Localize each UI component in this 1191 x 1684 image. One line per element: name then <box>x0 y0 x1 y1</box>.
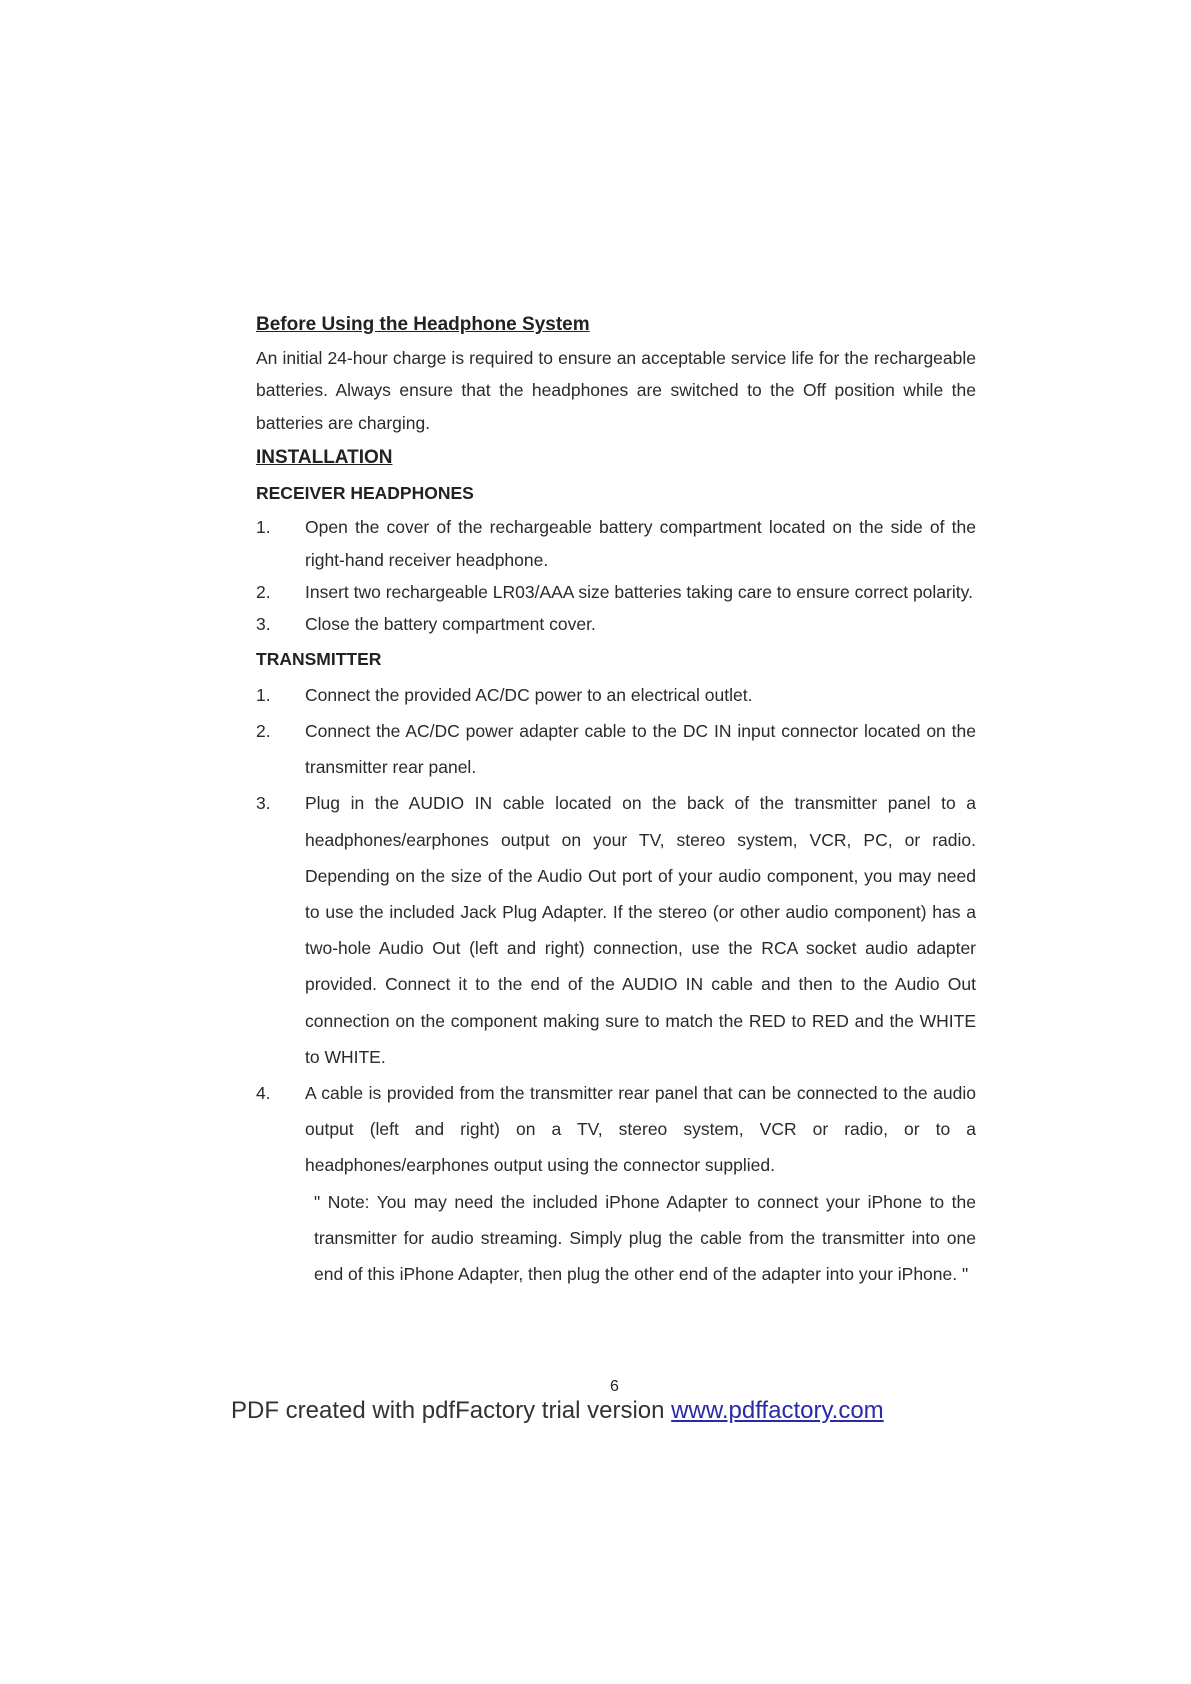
list-item <box>256 785 976 1075</box>
iphone-note: " Note: You may need the included iPhone Adapter to connect your iPhone to the transmitter for audio streaming. Simply plug the cable from the transmitter into one end of this iPhone Adapter, then plug the other end of the adapter into your iPhone. " <box>314 1191 976 1285</box>
footer-link[interactable]: www.pdffactory.com <box>671 1397 884 1424</box>
list-item-number: 1. <box>256 684 271 705</box>
list-item <box>256 511 976 576</box>
list-item-text: Connect the AC/DC power adapter cable to the DC IN input connector located on the transmitter rear panel. <box>305 721 976 778</box>
list-item-number: 1. <box>256 517 271 538</box>
list-item-text: Open the cover of the rechargeable battery compartment located on the side of the right-hand receiver headphone. <box>305 517 976 570</box>
list-item <box>256 677 976 713</box>
section-title-before-using: Before Using the Headphone System <box>256 314 590 335</box>
list-item-text: Close the battery compartment cover. <box>305 614 596 635</box>
list-item <box>256 1075 976 1184</box>
receiver-steps-list <box>256 511 976 641</box>
intro-paragraph: An initial 24-hour charge is required to ensure an acceptable service life for the rechargeable batteries. Always ensure that the headphones are switched to the Off position while the batteries are charging. <box>256 348 976 433</box>
list-item-text: Plug in the AUDIO IN cable located on the back of the transmitter panel to a headphones/earphones output on your TV, stereo system, VCR, PC, or radio. Depending on the size of the Audio Out port of your audio component, you may need to use the included Jack Plug Adapter. If the stereo (or other audio component) has a two-hole Audio Out (left and right) connection, use the RCA socket audio adapter provided. Connect it to the end of the AUDIO IN cable and then to the Audio Out connection on the component making sure to match the RED to RED and the WHITE to WHITE. <box>305 793 976 1067</box>
transmitter-steps-list <box>256 677 976 1184</box>
list-item <box>256 608 976 640</box>
section-title-installation: INSTALLATION <box>256 447 393 469</box>
list-item-number: 2. <box>256 721 271 742</box>
pdf-footer <box>231 1397 884 1425</box>
list-item-text: Insert two rechargeable LR03/AAA size batteries taking care to ensure correct polarity. <box>305 582 973 603</box>
subheading-receiver-headphones: RECEIVER HEADPHONES <box>256 483 474 504</box>
list-item-text: Connect the provided AC/DC power to an electrical outlet. <box>305 684 753 705</box>
list-item-number: 3. <box>256 614 271 635</box>
list-item-number: 3. <box>256 793 271 814</box>
list-item-text: A cable is provided from the transmitter rear panel that can be connected to the audio output (left and right) on a TV, stereo system, VCR or radio, or to a headphones/earphones output using the connector supplied. <box>305 1083 976 1176</box>
list-item <box>256 713 976 785</box>
list-item <box>256 576 976 608</box>
footer-text: PDF created with pdfFactory trial version <box>231 1397 672 1424</box>
page-number: 6 <box>610 1378 619 1395</box>
subheading-transmitter: TRANSMITTER <box>256 648 382 669</box>
list-item-number: 2. <box>256 582 271 603</box>
page-content <box>256 308 976 1292</box>
list-item-number: 4. <box>256 1083 271 1104</box>
